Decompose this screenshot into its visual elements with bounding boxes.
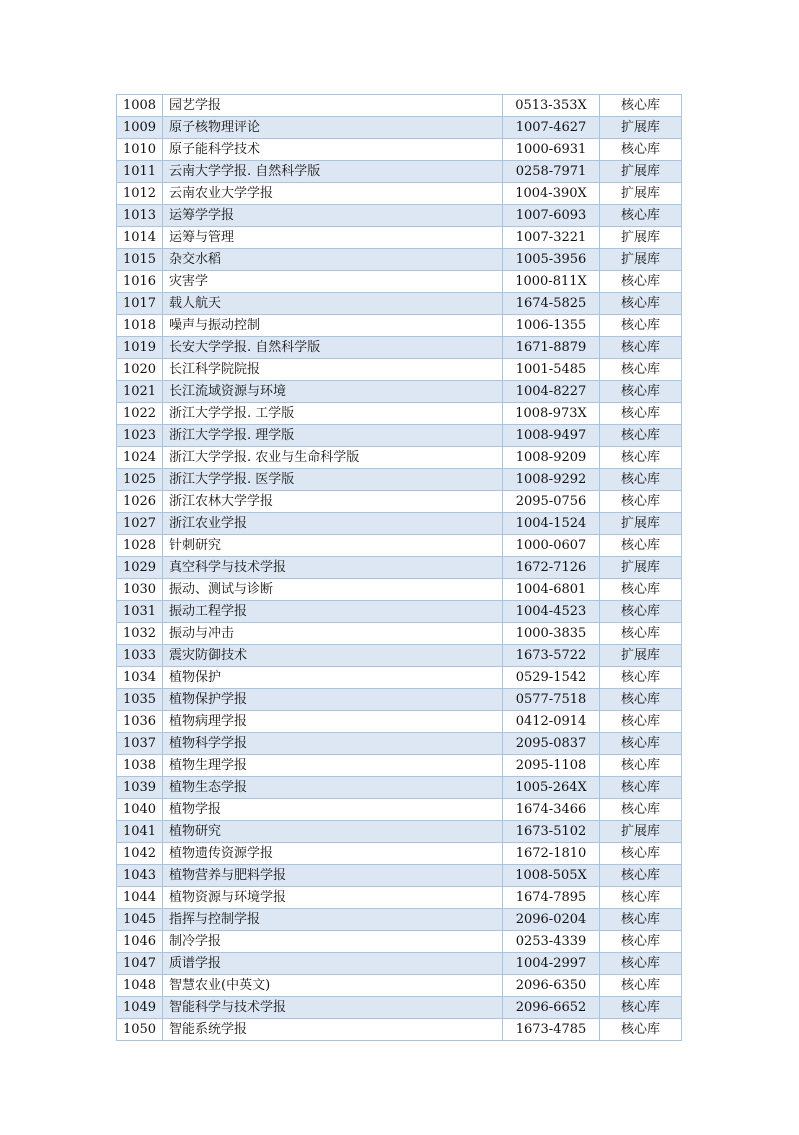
issn-cell: 1000-811X: [503, 271, 600, 293]
journal-name-cell: 植物病理学报: [163, 711, 503, 733]
issn-cell: 1000-3835: [503, 623, 600, 645]
table-row: [117, 821, 682, 843]
serial-number-cell: 1019: [117, 337, 163, 359]
serial-number-cell: 1014: [117, 227, 163, 249]
table-row: [117, 645, 682, 667]
journal-name-cell: 原子核物理评论: [163, 117, 503, 139]
library-type-cell: 核心库: [600, 601, 682, 623]
table-row: [117, 513, 682, 535]
serial-number-cell: 1035: [117, 689, 163, 711]
issn-cell: 1004-2997: [503, 953, 600, 975]
serial-number-cell: 1011: [117, 161, 163, 183]
serial-number-cell: 1049: [117, 997, 163, 1019]
library-type-cell: 核心库: [600, 975, 682, 997]
library-type-cell: 核心库: [600, 469, 682, 491]
library-type-cell: 核心库: [600, 997, 682, 1019]
serial-number-cell: 1029: [117, 557, 163, 579]
serial-number-cell: 1037: [117, 733, 163, 755]
table-row: [117, 359, 682, 381]
issn-cell: 1673-5102: [503, 821, 600, 843]
table-row: [117, 623, 682, 645]
journal-name-cell: 针刺研究: [163, 535, 503, 557]
table-row: [117, 733, 682, 755]
library-type-cell: 扩展库: [600, 161, 682, 183]
issn-cell: 2096-6350: [503, 975, 600, 997]
table-row: [117, 293, 682, 315]
journal-name-cell: 智能系统学报: [163, 1019, 503, 1041]
library-type-cell: 核心库: [600, 95, 682, 117]
journal-name-cell: 震灾防御技术: [163, 645, 503, 667]
serial-number-cell: 1008: [117, 95, 163, 117]
serial-number-cell: 1030: [117, 579, 163, 601]
issn-cell: 2095-0837: [503, 733, 600, 755]
table-row: [117, 865, 682, 887]
table-row: [117, 843, 682, 865]
issn-cell: 1000-6931: [503, 139, 600, 161]
issn-cell: 1005-3956: [503, 249, 600, 271]
journal-name-cell: 植物保护: [163, 667, 503, 689]
issn-cell: 1008-9292: [503, 469, 600, 491]
issn-cell: 1007-3221: [503, 227, 600, 249]
serial-number-cell: 1050: [117, 1019, 163, 1041]
table-row: [117, 975, 682, 997]
journal-name-cell: 运筹学学报: [163, 205, 503, 227]
table-row: [117, 315, 682, 337]
journal-name-cell: 浙江农林大学学报: [163, 491, 503, 513]
table-row: [117, 95, 682, 117]
library-type-cell: 核心库: [600, 425, 682, 447]
library-type-cell: 核心库: [600, 293, 682, 315]
table-row: [117, 931, 682, 953]
journal-name-cell: 植物营养与肥料学报: [163, 865, 503, 887]
table-row: [117, 667, 682, 689]
table-row: [117, 249, 682, 271]
issn-cell: 2095-1108: [503, 755, 600, 777]
serial-number-cell: 1036: [117, 711, 163, 733]
journal-name-cell: 制冷学报: [163, 931, 503, 953]
library-type-cell: 扩展库: [600, 557, 682, 579]
serial-number-cell: 1023: [117, 425, 163, 447]
library-type-cell: 扩展库: [600, 227, 682, 249]
library-type-cell: 核心库: [600, 337, 682, 359]
journal-name-cell: 浙江农业学报: [163, 513, 503, 535]
serial-number-cell: 1031: [117, 601, 163, 623]
table-row: [117, 205, 682, 227]
serial-number-cell: 1033: [117, 645, 163, 667]
library-type-cell: 核心库: [600, 711, 682, 733]
serial-number-cell: 1013: [117, 205, 163, 227]
serial-number-cell: 1034: [117, 667, 163, 689]
serial-number-cell: 1009: [117, 117, 163, 139]
issn-cell: 1008-9497: [503, 425, 600, 447]
library-type-cell: 核心库: [600, 271, 682, 293]
library-type-cell: 核心库: [600, 733, 682, 755]
table-row: [117, 689, 682, 711]
table-row: [117, 447, 682, 469]
table-row: [117, 799, 682, 821]
library-type-cell: 核心库: [600, 777, 682, 799]
table-row: [117, 381, 682, 403]
serial-number-cell: 1032: [117, 623, 163, 645]
journal-name-cell: 长安大学学报. 自然科学版: [163, 337, 503, 359]
table-row: [117, 777, 682, 799]
library-type-cell: 扩展库: [600, 249, 682, 271]
serial-number-cell: 1010: [117, 139, 163, 161]
issn-cell: 1000-0607: [503, 535, 600, 557]
library-type-cell: 核心库: [600, 623, 682, 645]
issn-cell: 1006-1355: [503, 315, 600, 337]
issn-cell: 0529-1542: [503, 667, 600, 689]
table-row: [117, 491, 682, 513]
table-row: [117, 425, 682, 447]
journal-name-cell: 原子能科学技术: [163, 139, 503, 161]
serial-number-cell: 1021: [117, 381, 163, 403]
library-type-cell: 核心库: [600, 689, 682, 711]
library-type-cell: 核心库: [600, 843, 682, 865]
issn-cell: 1005-264X: [503, 777, 600, 799]
library-type-cell: 核心库: [600, 535, 682, 557]
library-type-cell: 核心库: [600, 359, 682, 381]
journal-name-cell: 载人航天: [163, 293, 503, 315]
serial-number-cell: 1024: [117, 447, 163, 469]
serial-number-cell: 1027: [117, 513, 163, 535]
table-row: [117, 535, 682, 557]
journal-name-cell: 噪声与振动控制: [163, 315, 503, 337]
journal-name-cell: 植物生态学报: [163, 777, 503, 799]
serial-number-cell: 1016: [117, 271, 163, 293]
issn-cell: 1671-8879: [503, 337, 600, 359]
serial-number-cell: 1040: [117, 799, 163, 821]
library-type-cell: 核心库: [600, 931, 682, 953]
serial-number-cell: 1048: [117, 975, 163, 997]
journal-name-cell: 浙江大学学报. 理学版: [163, 425, 503, 447]
serial-number-cell: 1022: [117, 403, 163, 425]
library-type-cell: 核心库: [600, 799, 682, 821]
library-type-cell: 核心库: [600, 1019, 682, 1041]
library-type-cell: 核心库: [600, 403, 682, 425]
issn-cell: 0412-0914: [503, 711, 600, 733]
journal-name-cell: 运筹与管理: [163, 227, 503, 249]
issn-cell: 1004-4523: [503, 601, 600, 623]
issn-cell: 1008-973X: [503, 403, 600, 425]
issn-cell: 0258-7971: [503, 161, 600, 183]
issn-cell: 1004-6801: [503, 579, 600, 601]
library-type-cell: 扩展库: [600, 821, 682, 843]
journal-name-cell: 植物学报: [163, 799, 503, 821]
library-type-cell: 核心库: [600, 315, 682, 337]
issn-cell: 1672-1810: [503, 843, 600, 865]
table-row: [117, 139, 682, 161]
issn-cell: 1004-390X: [503, 183, 600, 205]
library-type-cell: 核心库: [600, 667, 682, 689]
table-row: [117, 579, 682, 601]
table-row: [117, 117, 682, 139]
issn-cell: 1673-5722: [503, 645, 600, 667]
table-row: [117, 227, 682, 249]
table-row: [117, 403, 682, 425]
issn-cell: 0253-4339: [503, 931, 600, 953]
journal-name-cell: 云南大学学报. 自然科学版: [163, 161, 503, 183]
library-type-cell: 核心库: [600, 205, 682, 227]
journal-name-cell: 杂交水稻: [163, 249, 503, 271]
journal-name-cell: 植物遗传资源学报: [163, 843, 503, 865]
serial-number-cell: 1012: [117, 183, 163, 205]
table-row: [117, 711, 682, 733]
serial-number-cell: 1046: [117, 931, 163, 953]
journal-table-body: [117, 95, 682, 1041]
serial-number-cell: 1043: [117, 865, 163, 887]
library-type-cell: 核心库: [600, 909, 682, 931]
issn-cell: 1004-1524: [503, 513, 600, 535]
journal-name-cell: 指挥与控制学报: [163, 909, 503, 931]
journal-name-cell: 浙江大学学报. 工学版: [163, 403, 503, 425]
issn-cell: 1674-3466: [503, 799, 600, 821]
serial-number-cell: 1026: [117, 491, 163, 513]
journal-table: [116, 94, 682, 1041]
serial-number-cell: 1039: [117, 777, 163, 799]
table-row: [117, 953, 682, 975]
issn-cell: 1673-4785: [503, 1019, 600, 1041]
serial-number-cell: 1017: [117, 293, 163, 315]
table-row: [117, 161, 682, 183]
issn-cell: 1008-505X: [503, 865, 600, 887]
library-type-cell: 扩展库: [600, 645, 682, 667]
serial-number-cell: 1047: [117, 953, 163, 975]
table-row: [117, 469, 682, 491]
journal-name-cell: 灾害学: [163, 271, 503, 293]
serial-number-cell: 1018: [117, 315, 163, 337]
serial-number-cell: 1042: [117, 843, 163, 865]
table-row: [117, 997, 682, 1019]
table-row: [117, 1019, 682, 1041]
serial-number-cell: 1045: [117, 909, 163, 931]
table-row: [117, 337, 682, 359]
journal-name-cell: 质谱学报: [163, 953, 503, 975]
library-type-cell: 核心库: [600, 865, 682, 887]
issn-cell: 1674-7895: [503, 887, 600, 909]
journal-name-cell: 浙江大学学报. 农业与生命科学版: [163, 447, 503, 469]
serial-number-cell: 1025: [117, 469, 163, 491]
issn-cell: 2096-6652: [503, 997, 600, 1019]
journal-name-cell: 植物研究: [163, 821, 503, 843]
issn-cell: 1004-8227: [503, 381, 600, 403]
serial-number-cell: 1044: [117, 887, 163, 909]
table-row: [117, 183, 682, 205]
table-row: [117, 271, 682, 293]
journal-name-cell: 真空科学与技术学报: [163, 557, 503, 579]
journal-name-cell: 园艺学报: [163, 95, 503, 117]
library-type-cell: 核心库: [600, 953, 682, 975]
issn-cell: 1674-5825: [503, 293, 600, 315]
serial-number-cell: 1015: [117, 249, 163, 271]
library-type-cell: 扩展库: [600, 183, 682, 205]
journal-name-cell: 振动工程学报: [163, 601, 503, 623]
serial-number-cell: 1020: [117, 359, 163, 381]
table-row: [117, 909, 682, 931]
serial-number-cell: 1028: [117, 535, 163, 557]
issn-cell: 1672-7126: [503, 557, 600, 579]
library-type-cell: 核心库: [600, 381, 682, 403]
issn-cell: 2096-0204: [503, 909, 600, 931]
issn-cell: 1001-5485: [503, 359, 600, 381]
issn-cell: 0577-7518: [503, 689, 600, 711]
library-type-cell: 核心库: [600, 579, 682, 601]
serial-number-cell: 1038: [117, 755, 163, 777]
table-row: [117, 601, 682, 623]
journal-name-cell: 植物资源与环境学报: [163, 887, 503, 909]
journal-name-cell: 长江流域资源与环境: [163, 381, 503, 403]
table-row: [117, 557, 682, 579]
journal-name-cell: 振动、测试与诊断: [163, 579, 503, 601]
journal-name-cell: 浙江大学学报. 医学版: [163, 469, 503, 491]
library-type-cell: 扩展库: [600, 117, 682, 139]
issn-cell: 1007-6093: [503, 205, 600, 227]
table-row: [117, 755, 682, 777]
library-type-cell: 核心库: [600, 447, 682, 469]
journal-name-cell: 植物生理学报: [163, 755, 503, 777]
journal-name-cell: 智慧农业(中英文): [163, 975, 503, 997]
issn-cell: 2095-0756: [503, 491, 600, 513]
journal-name-cell: 云南农业大学学报: [163, 183, 503, 205]
library-type-cell: 核心库: [600, 491, 682, 513]
journal-name-cell: 长江科学院院报: [163, 359, 503, 381]
library-type-cell: 核心库: [600, 139, 682, 161]
issn-cell: 1007-4627: [503, 117, 600, 139]
library-type-cell: 核心库: [600, 887, 682, 909]
journal-name-cell: 植物科学学报: [163, 733, 503, 755]
journal-name-cell: 智能科学与技术学报: [163, 997, 503, 1019]
issn-cell: 0513-353X: [503, 95, 600, 117]
serial-number-cell: 1041: [117, 821, 163, 843]
library-type-cell: 核心库: [600, 755, 682, 777]
issn-cell: 1008-9209: [503, 447, 600, 469]
table-row: [117, 887, 682, 909]
journal-name-cell: 植物保护学报: [163, 689, 503, 711]
journal-name-cell: 振动与冲击: [163, 623, 503, 645]
library-type-cell: 扩展库: [600, 513, 682, 535]
